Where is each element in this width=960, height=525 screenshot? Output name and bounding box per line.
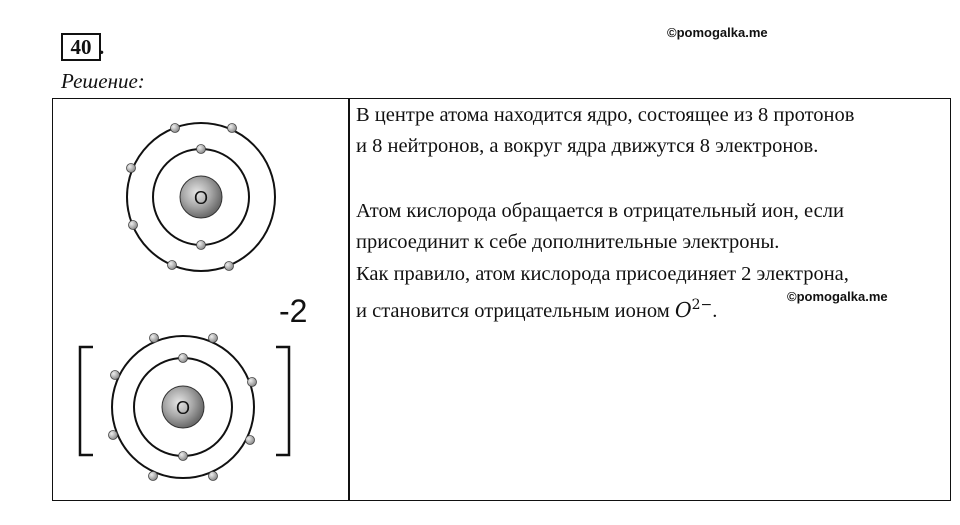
paragraph-1 <box>356 100 854 162</box>
electron <box>111 371 120 380</box>
solution-label: Решение: <box>61 69 145 93</box>
electron <box>109 431 118 440</box>
line6-suffix: . <box>712 299 718 322</box>
text-line: Атом кислорода обращается в отрицательный ион, если <box>356 200 844 222</box>
nucleus-label: O <box>175 398 191 418</box>
oxygen-atom <box>127 123 276 271</box>
text-line: и 8 нейтронов, а вокруг ядра движутся 8 электронов. <box>356 135 819 157</box>
electron <box>209 472 218 481</box>
electron <box>179 354 188 363</box>
line6-prefix: и становится отрицательным ионом <box>356 299 675 322</box>
electron <box>209 334 218 343</box>
paragraph-3 <box>356 259 849 327</box>
formula-base: O <box>674 297 692 322</box>
ion-charge: -2 <box>279 293 308 329</box>
paragraph-2 <box>356 196 844 258</box>
electron <box>149 472 158 481</box>
electron <box>228 124 237 133</box>
text-line: В центре атома находится ядро, состоящее из 8 протонов <box>356 104 855 126</box>
electron <box>150 334 159 343</box>
oxygen-ion <box>80 334 289 481</box>
atom-diagram <box>53 99 348 501</box>
nucleus-label: O <box>193 188 209 208</box>
oxide-ion-formula <box>675 298 712 322</box>
electron <box>197 241 206 250</box>
problem-number-box: 40 <box>61 33 101 61</box>
problem-number-dot: . <box>99 35 105 59</box>
electron <box>225 262 234 271</box>
electron <box>168 261 177 270</box>
electron <box>171 124 180 133</box>
electron <box>127 164 136 173</box>
text-line: присоединит к себе дополнительные электроны. <box>356 231 780 253</box>
electron <box>246 436 255 445</box>
watermark-mid: ©pomogalka.me <box>787 289 888 304</box>
text-line: Как правило, атом кислорода присоединяет 2 электрона, <box>356 263 849 285</box>
column-divider <box>348 99 350 500</box>
watermark-top: ©pomogalka.me <box>667 25 768 40</box>
text-line <box>356 290 849 327</box>
left-bracket <box>80 347 93 455</box>
electron <box>248 378 257 387</box>
right-bracket <box>276 347 289 455</box>
electron <box>197 145 206 154</box>
electron <box>129 221 138 230</box>
formula-charge: 2− <box>691 297 713 313</box>
electron <box>179 452 188 461</box>
